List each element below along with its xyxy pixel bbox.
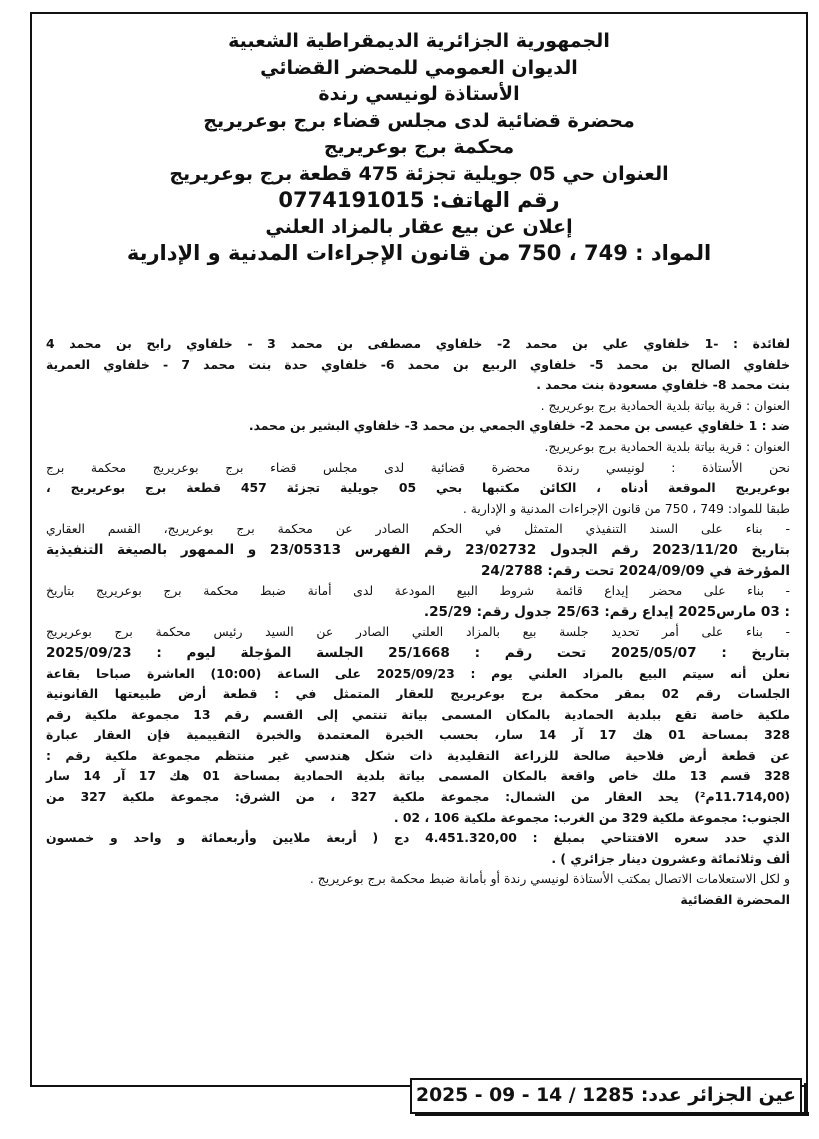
office-title: الديوان العمومي للمحضر القضائي xyxy=(260,56,578,79)
body-line: العنوان : قرية بياتة بلدية الحمادية برج بوعريريج . xyxy=(540,397,790,413)
body-line: لفائدة : -1 خلفاوي علي بن محمد 2- خلفاوي مصطفى بن محمد 3 - خلفاوي رابح بن محمد 4 xyxy=(46,336,790,351)
body-line: نحن الأستاذة : لونيسي رندة محضرة قضائية لدى مجلس قضاء برج بوعريريج محكمة برج xyxy=(46,459,790,475)
body-line: - بناء على أمر تحديد جلسة بيع بالمزاد العلني الصادر عن السيد رئيس محكمة برج بوعريريج xyxy=(46,624,790,640)
republic-title: الجمهورية الجزائرية الديمقراطية الشعبية xyxy=(228,30,610,52)
body-line: 328 قسم 13 ملك خاص واقعة بالمكان المسمى بياتة بلدية الحمادية بمساحة 01 هك 17 آر 14 سار xyxy=(46,768,790,784)
body-line: بنت محمد 8- خلفاوي مسعودة بنت محمد . xyxy=(536,377,790,393)
body-line: الذي حدد سعره الافتتاحي بمبلغ : 4.451.320,00 دج ( أربعة ملايين وأربعمائة و واحد و خمسون xyxy=(46,830,790,846)
body-line: خلفاوي الصالح بن محمد 5- خلفاوي الربيع بن محمد 6- خلفاوي حدة بنت محمد 7 - خلفاوي العمرية xyxy=(46,356,790,372)
body-line: ملكية خاصة تقع ببلدية الحمادية بالمكان المسمى بياتة تنتمي إلى القسم رقم 13 مجموعة ملكية رقم xyxy=(46,706,790,722)
body-line: نعلن أنه سيتم البيع بالمزاد العلني يوم : 2025/09/23 على الساعة (10:00) العاشرة صباحا بقاعة xyxy=(46,665,790,681)
body-line: عن قطعة أرض فلاحية صالحة للزراعة التقليدية ذات شكل هندسي غير منتظم مجموعة ملكية رقم : xyxy=(46,747,790,763)
legal-articles: المواد : 749 ، 750 من قانون الإجراءات المدنية و الإدارية xyxy=(126,241,712,265)
office-address: العنوان حي 05 جويلية تجزئة 475 قطعة برج بوعريريج xyxy=(169,162,669,185)
body-line: (11.714,00م²) يحد العقار من الشمال: مجموعة ملكية 327 ، من الشرق: مجموعة ملكية 327 من xyxy=(46,789,790,805)
body-line: الجلسات رقم 02 بمقر محكمة برج بوعريريج للعقار المتمثل في : قطعة أرض طبيعتها القانونية xyxy=(46,686,790,702)
footer-box-shadow xyxy=(804,1083,808,1116)
bailiff-name: الأستاذة لونيسي رندة xyxy=(318,83,520,105)
body-line: 328 بمساحة 01 هك 17 آر 14 سار، بحسب الخبرة المعتمدة والخبرة التقييمية فإن العقار عبارة xyxy=(46,727,790,743)
body-line: ألف وثلاثمائة وعشرون دينار جزائري ) . xyxy=(551,850,790,866)
body-line: بتاريخ : 2025/05/07 تحت رقم : 25/1668 الجلسة المؤجلة ليوم : 2025/09/23 xyxy=(46,644,791,661)
bailiff-court: محضرة قضائية لدى مجلس قضاء برج بوعريريج xyxy=(203,109,635,132)
publication-reference: عين الجزائر عدد: 1285 / 14 - 09 - 2025 xyxy=(410,1078,802,1114)
body-line: المؤرخة في 2024/09/09 تحت رقم: 24/2788 xyxy=(480,562,790,579)
body-line: بوعريريج الموقعة أدناه ، الكائن مكتبها بحي 05 جويلية تجزئة 457 قطعة برج بوعريريج ، xyxy=(46,480,791,496)
body-line: بتاريخ 2023/11/20 رقم الجدول 23/02732 رقم الفهرس 23/05313 و الممهور بالصيغة التنفيذية xyxy=(46,541,791,558)
announcement-title: إعلان عن بيع عقار بالمزاد العلني xyxy=(265,215,573,238)
body-line: و لكل الاستعلامات الاتصال بمكتب الأستاذة لونيسي رندة أو بأمانة ضبط محكمة برج بوعريريج . xyxy=(309,871,790,887)
tribunal-name: محكمة برج بوعريريج xyxy=(323,136,515,158)
body-line: - بناء على محضر إيداع قائمة شروط البيع المودعة لدى أمانة ضبط محكمة برج بوعريريج بتاريخ xyxy=(46,583,790,599)
body-line: طبقا للمواد: 749 ، 750 من قانون الإجراءات المدنية و الإدارية . xyxy=(462,500,790,516)
body-line: - بناء على السند التنفيذي المتمثل في الحكم الصادر عن محكمة برج بوعريريج، القسم العقاري xyxy=(46,521,790,537)
announcement-header xyxy=(32,28,806,267)
bailiff-signature-label: المحضرة القضائية xyxy=(680,892,790,908)
body-line: : 03 مارس2025 إيداع رقم: 25/63 جدول رقم: 25/29. xyxy=(423,603,790,620)
announcement-body xyxy=(46,334,790,911)
office-phone: رقم الهاتف: 0774191015 xyxy=(278,188,560,212)
body-line: العنوان : قرية بياتة بلدية الحمادية برج بوعريريج. xyxy=(544,438,790,454)
announcement-frame xyxy=(30,12,808,1087)
body-line: الجنوب: مجموعة ملكية 329 من الغرب: مجموعة ملكية 106 ، 02 . xyxy=(393,809,790,825)
body-line: ضد : 1 خلفاوي عيسى بن محمد 2- خلفاوي الجمعي بن محمد 3- خلفاوي البشير بن محمد. xyxy=(248,418,790,434)
